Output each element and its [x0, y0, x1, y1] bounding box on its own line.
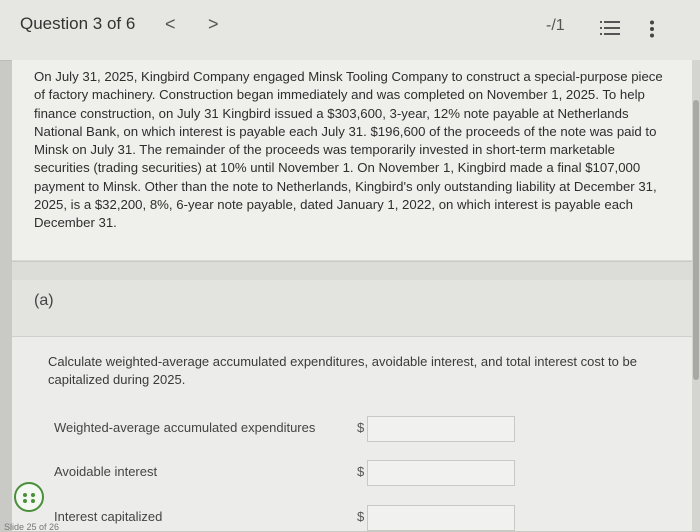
part-label: (a) [34, 292, 54, 309]
list-icon[interactable] [600, 20, 620, 36]
score-label: -/1 [546, 17, 565, 34]
weighted-average-label: Weighted-average accumulated expenditures [54, 420, 316, 435]
avoidable-interest-label: Avoidable interest [54, 464, 158, 479]
weighted-average-input[interactable] [367, 416, 515, 442]
part-body [12, 337, 694, 531]
currency-symbol: $ [357, 509, 365, 524]
currency-symbol: $ [357, 420, 365, 435]
more-vertical-icon[interactable] [649, 20, 655, 38]
next-question-button[interactable]: > [208, 14, 219, 34]
interest-capitalized-input[interactable] [367, 505, 515, 531]
slide-counter: Slide 25 of 26 [4, 522, 60, 532]
scrollbar-thumb[interactable] [693, 100, 699, 380]
help-icon[interactable] [14, 482, 44, 512]
section-divider [12, 262, 694, 280]
problem-text: On July 31, 2025, Kingbird Company engaged Minsk Tooling Company to construct a special-purpose piece of factory machinery. Construction began immediately and was completed on November 1, 2025. To help finance construction, on July 31 Kingbird issued a $303,600, 3-year, 12% note payable at Netherlands National Bank, on which interest is payable each July 31. $196,600 of the proceeds of the note was paid to Minsk on July 31. The remainder of the proceeds was temporarily invested in short-term marketable securities (trading securities) at 10% until November 1. On November 1, Kingbird made a final $107,000 payment to Minsk. Other than the note to Netherlands, Kingbird's only outstanding liability at December 31, 2025, is a $32,200, 8%, 6-year note payable, dated January 1, 2022, on which interest is payable each December 31. [34, 69, 663, 231]
top-bar [0, 0, 700, 61]
part-instruction: Calculate weighted-average accumulated expenditures, avoidable interest, and total interest cost to be capitalized during 2025. [48, 354, 637, 387]
avoidable-interest-input[interactable] [367, 460, 515, 486]
problem-statement [12, 60, 694, 261]
currency-symbol: $ [357, 464, 365, 479]
interest-capitalized-label: Interest capitalized [54, 509, 163, 524]
help-icon-glyph [16, 484, 42, 510]
question-title: Question 3 of 6 [20, 14, 136, 33]
previous-question-button[interactable]: < [165, 14, 176, 34]
part-header [12, 280, 694, 337]
scrollbar[interactable] [692, 60, 700, 531]
